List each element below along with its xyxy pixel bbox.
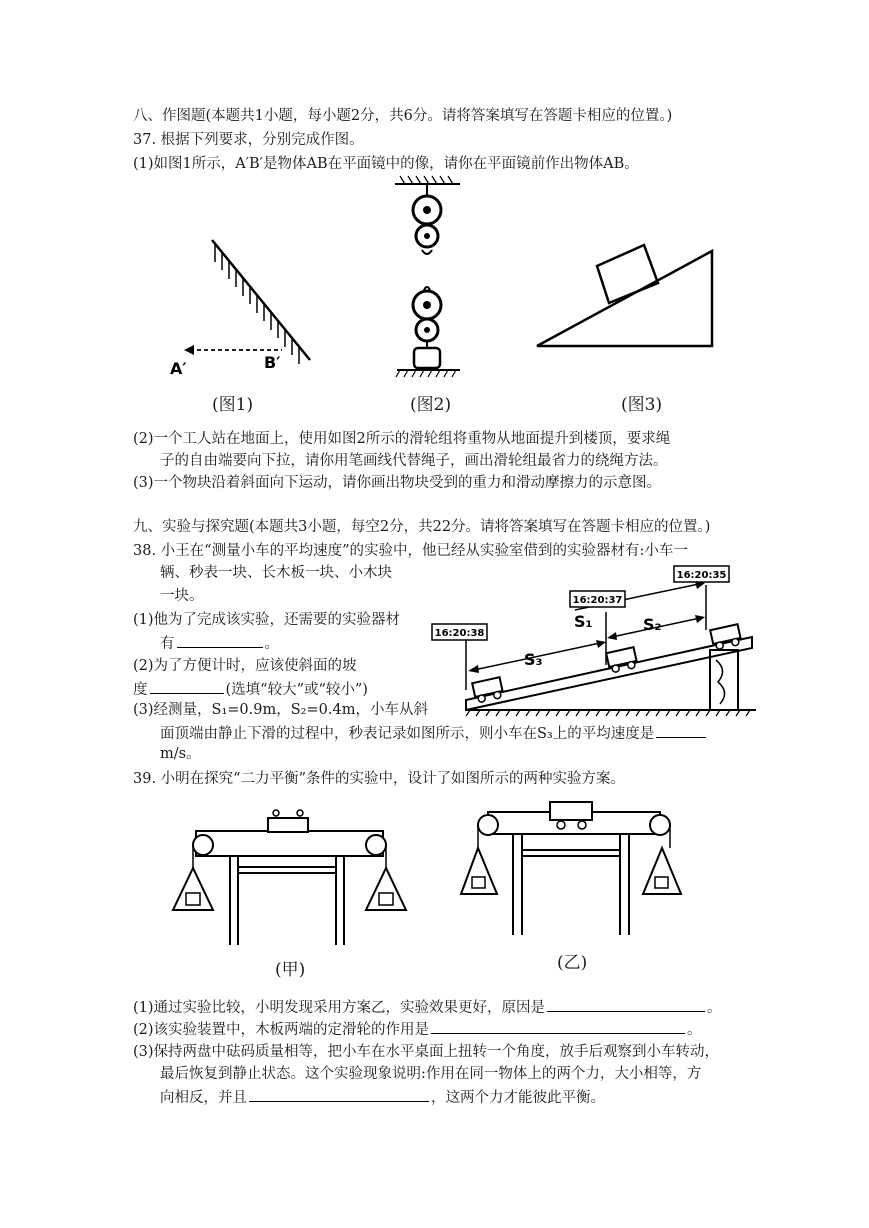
- q38-part3-line3: m/s。: [160, 746, 201, 762]
- q38-part1-line1: (1)他为了完成该实验，还需要的实验器材: [133, 612, 401, 628]
- section-9-header: 九、实验与探究题(本题共3小题，每空2分，共22分。请将答案填写在答题卡相应的位置。): [133, 519, 711, 535]
- q37-part3: (3)一个物块沿着斜面向下运动，请你画出物块受到的重力和滑动摩擦力的示意图。: [133, 475, 662, 491]
- question-37: 37. 根据下列要求，分别完成作图。: [133, 132, 364, 148]
- q37-part2-line2: 子的自由端要向下拉，请你用笔画线代替绳子，画出滑轮组最省力的绕绳方法。: [160, 453, 668, 469]
- timer-top: 16:20:35: [676, 570, 727, 581]
- q39-part1-text: (1)通过实验比较，小明发现采用方案乙，实验效果更好，原因是: [133, 1000, 546, 1016]
- q39-answer-blank-3[interactable]: [249, 1087, 429, 1102]
- q39-part3-prefix: 向相反，并且: [160, 1090, 247, 1106]
- q39-answer-blank-1[interactable]: [547, 997, 705, 1012]
- figure-2-caption: (图2): [410, 395, 452, 415]
- q38-part2-prefix: 度: [133, 682, 148, 698]
- q39-part1: [133, 997, 722, 1017]
- q39-part2: [133, 1019, 702, 1039]
- timer-left: 16:20:38: [434, 628, 485, 639]
- q38-part3-text: 面顶端由静止下滑的过程中，秒表记录如图所示，则小车在S₃上的平均速度是: [160, 726, 655, 742]
- q38-part2-suffix: (选填“较大”或“较小”): [225, 682, 368, 698]
- figure-jia-caption: (甲): [275, 960, 306, 980]
- q37-part2-line1: (2)一个工人站在地面上，使用如图2所示的滑轮组将重物从地面提升到楼顶，要求绳: [133, 431, 671, 447]
- q38-part1-prefix: 有: [160, 636, 175, 652]
- label-s1: S₁: [574, 612, 593, 631]
- figure-1-caption: (图1): [212, 395, 254, 415]
- question-38-line2: 辆、秒表一块、长木板一块、小木块: [160, 565, 392, 581]
- label-s3: S₃: [524, 650, 543, 669]
- q39-part3-line2: 最后恢复到静止状态。这个实验现象说明:作用在同一物体上的两个力，大小相等，方: [160, 1066, 702, 1082]
- q38-part3-line1: (3)经测量，S₁=0.9m，S₂=0.4m，小车从斜: [133, 702, 428, 718]
- q39-answer-blank-2[interactable]: [431, 1019, 685, 1034]
- q38-part2-line1: (2)为了方便计时，应该使斜面的坡: [133, 658, 357, 674]
- section-8-header: 八、作图题(本题共1小题，每小题2分，共6分。请将答案填写在答题卡相应的位置。): [133, 108, 673, 124]
- fig1-label-a: A′: [170, 359, 187, 378]
- label-s2: S₂: [643, 615, 662, 634]
- question-38-line1: 38. 小王在“测量小车的平均速度”的实验中，他已经从实验室借到的实验器材有:小车一: [133, 543, 688, 559]
- question-39: 39. 小明在探究“二力平衡”条件的实验中，设计了如图所示的两种实验方案。: [133, 771, 625, 787]
- question-38-line3: 一块。: [160, 588, 204, 604]
- q38-part1-suffix: 。: [264, 636, 279, 652]
- timer-mid: 16:20:37: [572, 595, 623, 606]
- q39-part3-line1: (3)保持两盘中砝码质量相等，把小车在水平桌面上扭转一个角度，放手后观察到小车转动，: [133, 1044, 720, 1060]
- q39-part3-line3: [160, 1087, 605, 1107]
- figure-3-caption: (图3): [621, 395, 663, 415]
- q39-part2-text: (2)该实验装置中，木板两端的定滑轮的作用是: [133, 1022, 430, 1038]
- figure-yi-caption: (乙): [557, 953, 588, 973]
- q37-part1: (1)如图1所示，A′B′是物体AB在平面镜中的像，请你在平面镜前作出物体AB。: [133, 156, 639, 172]
- q39-part1-suffix: 。: [707, 1000, 722, 1016]
- q39-part3-suffix: ，这两个力才能彼此平衡。: [431, 1090, 605, 1106]
- q39-part2-suffix: 。: [687, 1022, 702, 1038]
- fig1-label-b: B′: [264, 353, 281, 372]
